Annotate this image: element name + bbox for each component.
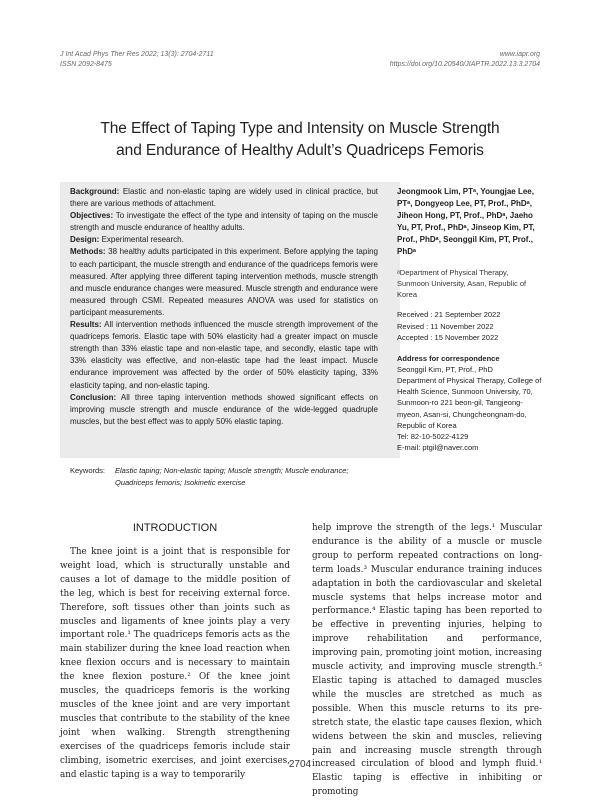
abstract-objectives bbox=[70, 210, 378, 234]
article-dates bbox=[397, 309, 542, 344]
body-column-left bbox=[60, 546, 290, 782]
journal-website[interactable]: www.iapr.org bbox=[499, 51, 540, 58]
abstract-methods bbox=[70, 246, 378, 319]
correspondence-email[interactable]: E-mail: ptgil@naver.com bbox=[397, 443, 479, 453]
title-line-1: The Effect of Taping Type and Intensity on Muscle Strength bbox=[100, 120, 500, 137]
abstract-methods-label: Methods: bbox=[70, 247, 106, 257]
abstract bbox=[70, 186, 378, 428]
correspondence-heading: Address for correspondence bbox=[397, 353, 500, 363]
abstract-objectives-text: To investigate the effect of the type and intensity of taping on the muscle strength and muscle endurance of healthy adults. bbox=[70, 211, 378, 233]
abstract-methods-text: 38 healthy adults participated in this experiment. Before applying the taping to each participant, the muscle strength and endurance of the quadriceps femoris were measured. After applying three different taping intervention methods, muscle strength and muscle endurance changes were measured. Muscle strength and endurance were measured through CSMI. Repeated measures ANOVA was used for statistics on participant measurements. bbox=[70, 247, 378, 317]
article-title bbox=[60, 118, 540, 162]
abstract-objectives-label: Objectives: bbox=[70, 211, 114, 221]
date-accepted: Accepted : 15 November 2022 bbox=[397, 333, 499, 342]
journal-header bbox=[60, 50, 214, 69]
journal-links bbox=[390, 50, 540, 69]
article-info-column bbox=[397, 186, 542, 453]
abstract-design bbox=[70, 234, 378, 246]
abstract-background bbox=[70, 186, 378, 210]
date-revised: Revised : 11 November 2022 bbox=[397, 321, 494, 331]
journal-issn: ISSN 2092-8475 bbox=[60, 60, 112, 68]
abstract-design-text: Experimental research. bbox=[99, 235, 184, 245]
page-number: 2704 bbox=[288, 759, 312, 770]
keywords bbox=[70, 465, 400, 488]
intro-paragraph-1: The knee joint is a joint that is responsible for weight load, which is structurally unstable and causes a lot of damage to the middle position of the leg, which is best for receiving external force. Therefore, soft tissues other than joints such as muscles and ligaments of knee joints play a very important role.¹ The quadriceps femoris acts as the main stabilizer during the knee load reaction when knee flexion occurs and is necessary to maintain the knee flexion posture.² Of the knee joint muscles, the quadriceps femoris is the working muscles of the knee joint and are very important muscles that contribute to the stability of the knee joint when walking. Strength strengthening exercises of the quadriceps femoris include stair climbing, isometric exercises, and joint exercises, and elastic taping is a way to temporarily bbox=[60, 547, 290, 780]
abstract-results bbox=[70, 319, 378, 392]
correspondence-tel: Tel: 82-10-5022-4129 bbox=[397, 431, 469, 441]
abstract-conclusion-label: Conclusion: bbox=[70, 392, 117, 402]
date-received: Received : 21 September 2022 bbox=[397, 310, 501, 319]
affiliation: ᵃDepartment of Physical Therapy, Sunmoon University, Asan, Republic of Korea bbox=[397, 268, 527, 299]
author-list: Jeongmook Lim, PTᵃ, Youngjae Lee, PTᵃ, Dongyeop Lee, PT, Prof., PhDᵃ, Jiheon Hong, PT, Prof., PhDᵃ, Jaeho Yu, PT, Prof., PhDᵃ, Jinseop Kim, PT, Prof., PhDᵃ, Seonggil Kim, PT, Prof., PhDᵃ bbox=[397, 187, 535, 256]
correspondence-address: Department of Physical Therapy, College of Health Science, Sunmoon University, 70, Sunmoon-ro 221 beon-gil, Tangjeong-myeon, Asan-si, Chungcheongnam-do, Republic of Korea bbox=[397, 375, 542, 430]
abstract-results-label: Results: bbox=[70, 320, 102, 330]
abstract-conclusion-text: All three taping intervention methods showed significant effects on improving muscle strength and muscle endurance of the wide-legged quadruple muscles, but the best effect was to apply 50% elastic taping. bbox=[70, 392, 378, 426]
journal-citation: J Int Acad Phys Ther Res 2022; 13(3): 2704-2711 bbox=[60, 51, 214, 58]
introduction-heading: INTRODUCTION bbox=[132, 522, 218, 534]
keywords-line-2: Quadriceps femoris; Isokinetic exercise bbox=[115, 477, 246, 487]
abstract-design-label: Design: bbox=[70, 235, 100, 245]
abstract-results-text: All intervention methods influenced the muscle strength improvement of the quadriceps femoris. Elastic tape with 50% elasticity had a greater impact on muscle strength than 33% elastic tape and non-elastic tape, and secondly, elastic tape with 33% elasticity was effective, and non-elastic tape had the least impact. Muscle endurance improvement was affected by the order of 50% elasticity taping, 33% elasticity taping, and non-elastic taping. bbox=[70, 320, 378, 390]
keywords-line-1: Elastic taping; Non-elastic taping; Muscle strength; Muscle endurance; bbox=[115, 466, 349, 475]
abstract-conclusion bbox=[70, 392, 378, 428]
intro-paragraph-2: help improve the strength of the legs.¹ Muscular endurance is the ability of a muscle or muscle group to perform repeated contractions on long-term loads.³ Muscular endurance training induces adaptation in both the cardiovascular and skeletal muscle systems that helps increase motor and performance.⁴ Elastic taping has been reported to be effective in preventing injuries, helping to improve rehabilitation and performance, improving pain, promoting joint motion, increasing muscle activity, and improving muscle strength.⁵ Elastic taping is attached to damaged muscles while the muscles are stretched as much as possible. When this muscle returns to its pre-stretch state, the elastic tape causes flexion, which widens between the skin and muscles, relieving pain and increasing muscle strength through increased circulation of blood and lymph fluid.¹ Elastic taping is effective in inhibiting or promoting bbox=[312, 523, 542, 798]
correspondence-name: Seonggil Kim, PT, Prof., PhD bbox=[397, 364, 493, 374]
correspondence bbox=[397, 353, 542, 454]
title-line-2: and Endurance of Healthy Adult’s Quadriceps Femoris bbox=[116, 142, 484, 159]
keywords-label: Keywords: bbox=[70, 466, 106, 475]
abstract-background-text: Elastic and non-elastic taping are widely used in clinical practice, but there are various methods of attachment. bbox=[70, 187, 378, 209]
article-doi[interactable]: https://doi.org/10.20540/JIAPTR.2022.13.3.2704 bbox=[389, 60, 540, 68]
abstract-background-label: Background: bbox=[70, 187, 120, 196]
